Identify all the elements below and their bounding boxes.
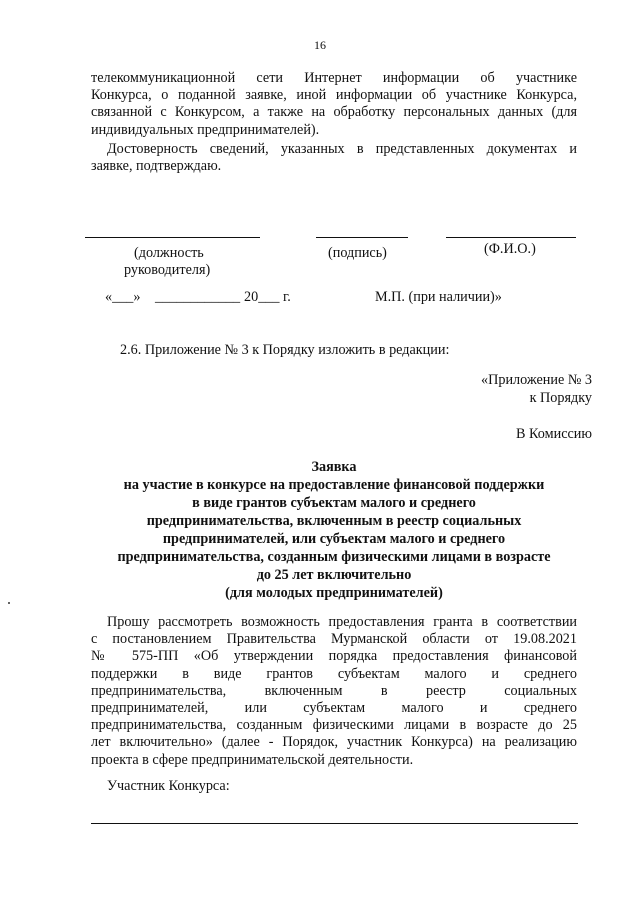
request-paragraph (91, 614, 577, 769)
signature-line (316, 237, 408, 238)
text-line: предпринимателей, или субъектам малого и среднего (91, 700, 577, 717)
page-number: 16 (314, 38, 326, 52)
scan-speck (8, 602, 10, 604)
text-line: телекоммуникационной сети Интернет информации об участнике (91, 70, 577, 86)
participant-label: Участник Конкурса: (107, 778, 230, 794)
position-label: (должность (134, 245, 204, 261)
application-title (91, 458, 577, 602)
signature-label: (подпись) (328, 245, 387, 261)
date-year: 20___ г. (244, 289, 291, 305)
title-line: Заявка (311, 459, 357, 475)
fio-signature-line (446, 237, 576, 238)
text-line: Прошу рассмотреть возможность предоставления гранта в соответствии (107, 614, 577, 630)
text-line: Конкурса, о поданной заявке, иной информации об участнике Конкурса, (91, 87, 577, 104)
position-signature-line (85, 237, 260, 238)
text-line: предпринимательства, включенным в реестр социальных (91, 682, 577, 699)
title-line: (для молодых предпринимателей) (225, 585, 443, 601)
title-line: до 25 лет включительно (256, 567, 412, 583)
title-line: предпринимательства, включенным в реестр социальных (146, 513, 522, 529)
text-line: индивидуальных предпринимателей). (91, 121, 320, 138)
text-line: связанной с Конкурсом, а также на обработку персональных данных (для (91, 104, 577, 121)
consent-paragraph (91, 70, 577, 139)
position-label-2: руководителя) (124, 262, 211, 278)
appendix-label: «Приложение № 3 (481, 372, 592, 388)
text-line: поддержки в виде грантов субъектам малого и среднего (91, 665, 577, 682)
text-line: лет включительно» (далее - Порядок, участник Конкурса) на реализацию (91, 734, 577, 751)
title-line: на участие в конкурсе на предоставление финансовой поддержки (123, 477, 545, 493)
participant-fill-line (91, 823, 578, 824)
section-2-6: 2.6. Приложение № 3 к Порядку изложить в редакции: (120, 342, 450, 358)
date-day-blank: «___» (105, 289, 141, 305)
title-line: предпринимателей, или субъектам малого и среднего (162, 531, 506, 547)
title-line: в виде грантов субъектам малого и среднего (192, 495, 476, 511)
appendix-label-2: к Порядку (529, 390, 592, 406)
text-line: предпринимательства, созданным физическими лицами в возрасте до 25 (91, 717, 577, 734)
fio-label: (Ф.И.О.) (484, 241, 536, 257)
text-line: заявке, подтверждаю. (91, 158, 222, 175)
text-line: № 575-ПП «Об утверждении порядка предоставления финансовой (91, 648, 577, 665)
confirmation-paragraph (91, 141, 577, 175)
text-line: с постановлением Правительства Мурманской области от 19.08.2021 (91, 631, 577, 648)
date-month-blank: ____________ (155, 289, 241, 305)
addressee: В Комиссию (516, 426, 592, 442)
text-line: проекта в сфере предпринимательской деятельности. (91, 751, 414, 768)
stamp-label: М.П. (при наличии)» (375, 289, 502, 305)
title-line: предпринимательства, созданным физическими лицами в возрасте (117, 549, 551, 565)
text-line: Достоверность сведений, указанных в представленных документах и (107, 141, 577, 157)
